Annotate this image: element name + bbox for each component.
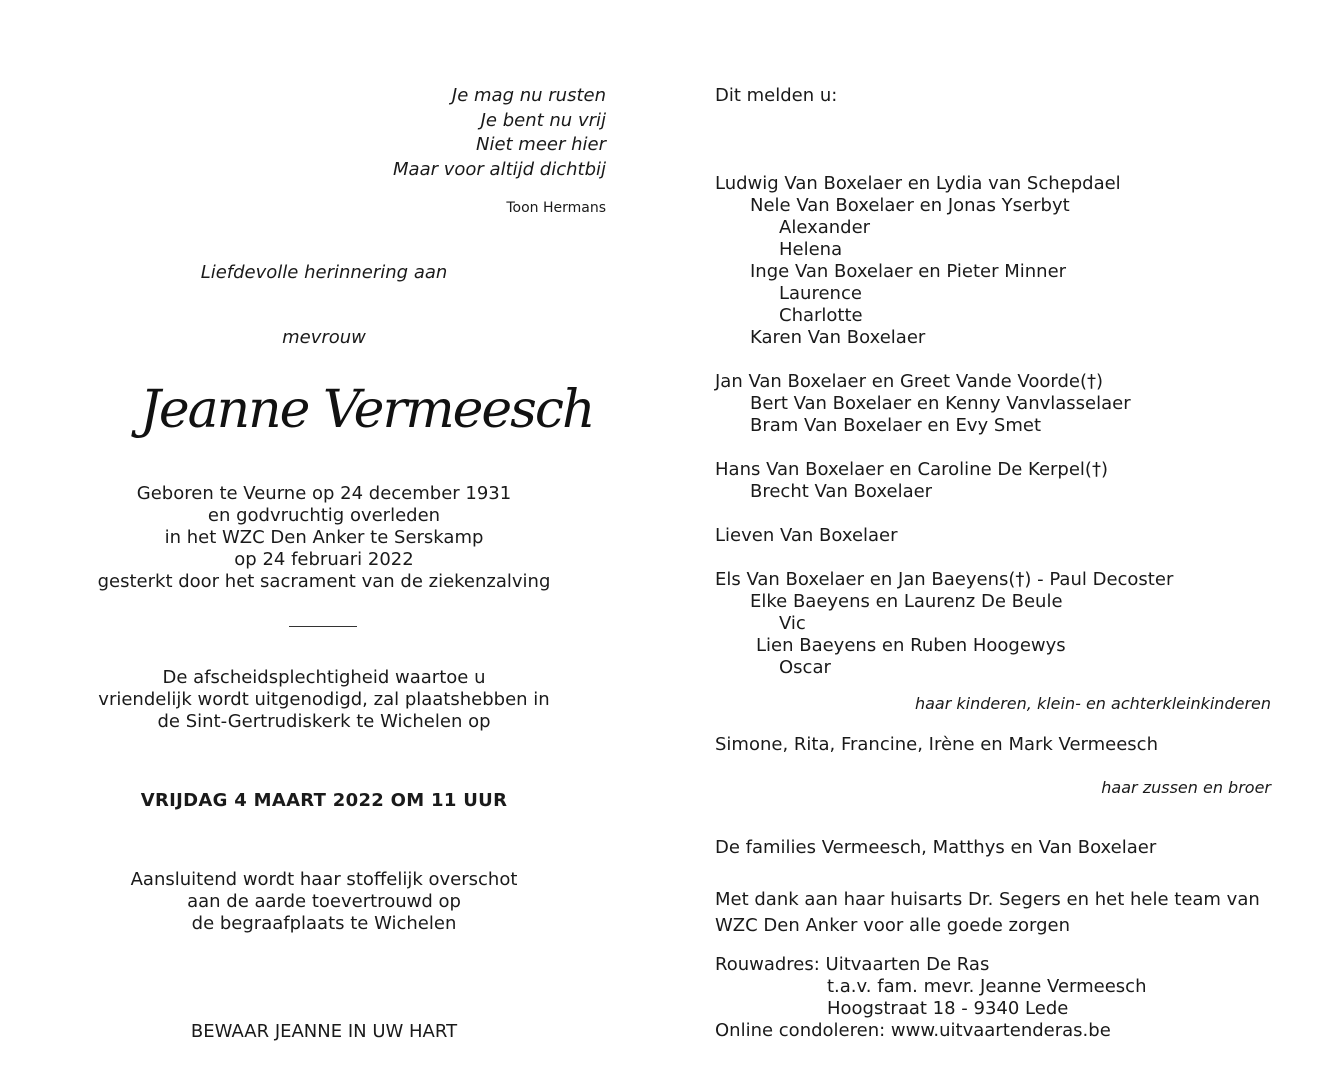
family-line: Alexander xyxy=(779,217,871,238)
family-line: Lien Baeyens en Ruben Hoogewys xyxy=(756,635,1066,656)
burial-line: de begraafplaats te Wichelen xyxy=(191,913,457,934)
family-line: Inge Van Boxelaer en Pieter Minner xyxy=(750,261,1067,282)
siblings-caption: haar zussen en broer xyxy=(1101,778,1271,797)
family-line: Nele Van Boxelaer en Jonas Yserbyt xyxy=(750,195,1070,216)
family-line: Vic xyxy=(779,613,806,634)
closing-text: BEWAAR JEANNE IN UW HART xyxy=(190,1021,458,1042)
children-caption: haar kinderen, klein- en achterkleinkinderen xyxy=(914,694,1271,713)
family-line: Karen Van Boxelaer xyxy=(750,327,926,348)
family-line: Els Van Boxelaer en Jan Baeyens(†) - Paul Decoster xyxy=(715,569,1174,590)
life-line: op 24 februari 2022 xyxy=(234,549,414,570)
intro-text: Liefdevolle herinnering aan xyxy=(200,262,448,283)
burial-line: Aansluitend wordt haar stoffelijk overschot xyxy=(130,869,518,890)
announce-heading: Dit melden u: xyxy=(715,85,838,106)
ceremony-line: De afscheidsplechtigheid waartoe u xyxy=(162,667,486,688)
family-line: Oscar xyxy=(779,657,831,678)
poem-author: Toon Hermans xyxy=(506,200,606,216)
family-line: Ludwig Van Boxelaer en Lydia van Schepdael xyxy=(715,173,1121,194)
poem-line: Je bent nu vrij xyxy=(480,110,606,131)
address-label: Rouwadres: Uitvaarten De Ras xyxy=(715,954,990,975)
poem-line: Maar voor altijd dichtbij xyxy=(393,159,606,180)
life-line: gesterkt door het sacrament van de ziekenzalving xyxy=(97,571,551,592)
family-line: Lieven Van Boxelaer xyxy=(715,525,898,546)
family-line: Helena xyxy=(779,239,843,260)
life-line: en godvruchtig overleden xyxy=(207,505,441,526)
ceremony-date: VRIJDAG 4 MAART 2022 OM 11 UUR xyxy=(140,790,508,811)
burial-line: aan de aarde toevertrouwd op xyxy=(187,891,461,912)
ceremony-line: vriendelijk wordt uitgenodigd, zal plaatshebben in xyxy=(98,689,550,710)
life-line: Geboren te Veurne op 24 december 1931 xyxy=(136,483,512,504)
ceremony-line: de Sint-Gertrudiskerk te Wichelen op xyxy=(157,711,491,732)
siblings-line: Simone, Rita, Francine, Irène en Mark Vermeesch xyxy=(715,734,1158,755)
divider xyxy=(289,626,357,627)
family-line: Bert Van Boxelaer en Kenny Vanvlasselaer xyxy=(750,393,1131,414)
family-line: Charlotte xyxy=(779,305,863,326)
poem-line: Je mag nu rusten xyxy=(451,85,606,106)
address-care-of: t.a.v. fam. mevr. Jeanne Vermeesch xyxy=(827,976,1147,997)
family-line: Laurence xyxy=(779,283,862,304)
thanks-line: Met dank aan haar huisarts Dr. Segers en het hele team van xyxy=(715,889,1260,910)
family-line: Jan Van Boxelaer en Greet Vande Voorde(†) xyxy=(715,371,1103,392)
address-street: Hoogstraat 18 - 9340 Lede xyxy=(827,998,1069,1019)
deceased-name: Jeanne Vermeesch xyxy=(140,380,594,440)
family-line: Brecht Van Boxelaer xyxy=(750,481,933,502)
poem-line: Niet meer hier xyxy=(475,134,606,155)
salutation: mevrouw xyxy=(282,327,366,348)
family-line: Elke Baeyens en Laurenz De Beule xyxy=(750,591,1063,612)
family-line: Hans Van Boxelaer en Caroline De Kerpel(†) xyxy=(715,459,1108,480)
families-line: De families Vermeesch, Matthys en Van Boxelaer xyxy=(715,837,1157,858)
online-condolence: Online condoleren: www.uitvaartenderas.be xyxy=(715,1020,1111,1041)
life-line: in het WZC Den Anker te Serskamp xyxy=(164,527,484,548)
family-line: Bram Van Boxelaer en Evy Smet xyxy=(750,415,1042,436)
thanks-line: WZC Den Anker voor alle goede zorgen xyxy=(715,915,1070,936)
